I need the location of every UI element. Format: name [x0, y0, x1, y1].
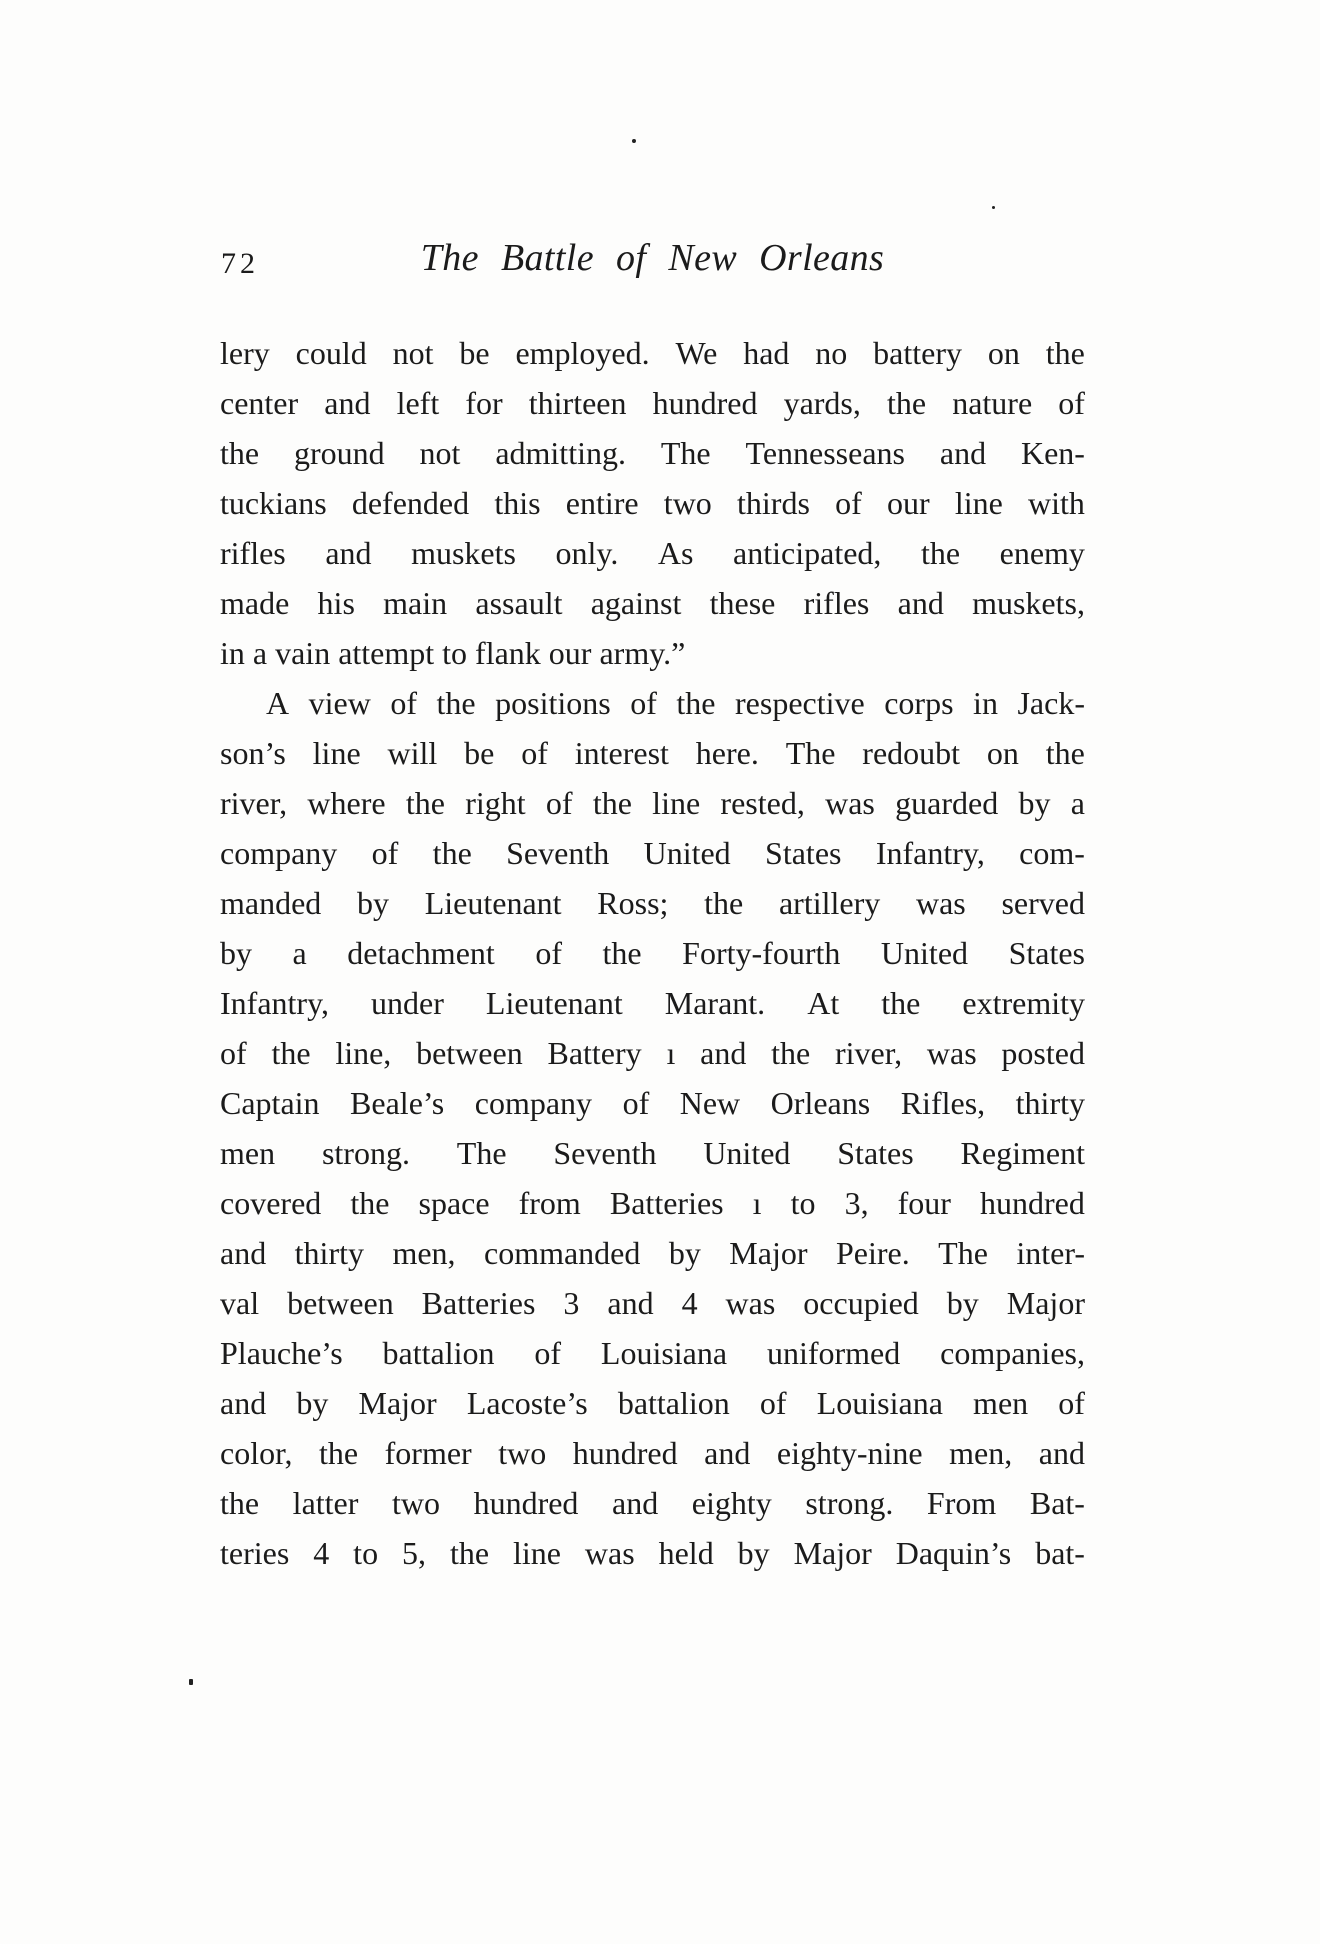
text-line: [220, 378, 1085, 428]
word: Infantry,: [220, 984, 329, 1021]
word: river,: [220, 784, 288, 821]
word: Major: [729, 1234, 808, 1271]
word: main: [383, 584, 448, 621]
word: United: [643, 834, 731, 871]
word: ı: [666, 1034, 676, 1071]
word: right: [465, 784, 526, 821]
text-line: [220, 978, 1085, 1028]
word: and: [612, 1484, 659, 1521]
word: a: [292, 934, 307, 971]
word: Tennesseans: [745, 434, 905, 471]
word: entire: [565, 484, 639, 521]
word: company: [474, 1084, 593, 1121]
word: men: [220, 1134, 276, 1171]
text-line: [220, 878, 1085, 928]
word: At: [807, 984, 840, 1021]
word: of: [521, 734, 548, 771]
word: company: [220, 834, 338, 871]
word: yards,: [783, 384, 861, 421]
word: Ken-: [1020, 434, 1085, 471]
word: and: [220, 1384, 267, 1421]
word: Rifles,: [900, 1084, 986, 1121]
text-line: [220, 1328, 1085, 1378]
word: battalion: [382, 1334, 495, 1371]
word: the: [432, 834, 472, 871]
word: 4: [313, 1534, 330, 1571]
word: two: [498, 1434, 547, 1471]
word: hundred: [572, 1434, 678, 1471]
word: served: [1001, 884, 1085, 921]
text-line: [220, 1178, 1085, 1228]
word: respective: [735, 684, 865, 721]
word: of: [371, 834, 399, 871]
word: ground: [293, 434, 385, 471]
word: only.: [555, 534, 619, 571]
word: Peire.: [835, 1234, 910, 1271]
word: between: [287, 1284, 394, 1321]
word: Louisiana: [816, 1384, 943, 1421]
word: redoubt: [862, 734, 961, 771]
word: strong.: [321, 1134, 410, 1171]
word: Batteries: [421, 1284, 536, 1321]
word: of: [545, 784, 573, 821]
word: Louisiana: [600, 1334, 728, 1371]
word: men: [973, 1384, 1029, 1421]
word: two: [391, 1484, 440, 1521]
word: Lacoste’s: [466, 1384, 588, 1421]
text-line: [220, 1128, 1085, 1178]
text-line: [220, 578, 1085, 628]
word: to: [790, 1184, 816, 1221]
word: Lieutenant: [485, 984, 623, 1021]
word: the: [271, 1034, 311, 1071]
word: Orleans: [770, 1084, 871, 1121]
word: latter: [292, 1484, 359, 1521]
word: Major: [1006, 1284, 1085, 1321]
word: and: [325, 534, 372, 571]
word: Major: [793, 1534, 872, 1571]
word: As: [657, 534, 694, 571]
page-number: 72: [221, 247, 259, 280]
word: for: [465, 384, 503, 421]
word: Battery: [547, 1034, 642, 1071]
word: Beale’s: [350, 1084, 445, 1121]
word: line,: [335, 1034, 392, 1071]
scan-speck: [632, 139, 636, 143]
word: river,: [834, 1034, 903, 1071]
word: the: [436, 684, 476, 721]
word: States: [1008, 934, 1085, 971]
word: Daquin’s: [895, 1534, 1012, 1571]
text-line: [220, 478, 1085, 528]
word: and: [897, 584, 944, 621]
word: extremity: [962, 984, 1085, 1021]
word: of: [1058, 1384, 1085, 1421]
word: eighty: [691, 1484, 772, 1521]
word: on: [987, 334, 1020, 371]
word: posted: [1001, 1034, 1085, 1071]
word: the: [592, 784, 632, 821]
text-line: [220, 1428, 1085, 1478]
word: the: [881, 984, 921, 1021]
text-line: [220, 1028, 1085, 1078]
word: by: [220, 934, 252, 971]
text-line: [220, 928, 1085, 978]
word: and: [607, 1284, 654, 1321]
word: be: [459, 334, 490, 371]
word: interest: [574, 734, 669, 771]
word: by: [737, 1534, 770, 1571]
word: Plauche’s: [220, 1334, 343, 1371]
word: covered: [220, 1184, 322, 1221]
word: com-: [1019, 834, 1085, 871]
word: United: [880, 934, 969, 971]
word: 3: [563, 1284, 580, 1321]
text-line: [220, 1378, 1085, 1428]
word: of: [630, 684, 657, 721]
word: occupied: [803, 1284, 919, 1321]
word: Lieutenant: [424, 884, 562, 921]
word: Major: [358, 1384, 437, 1421]
word: space: [418, 1184, 490, 1221]
word: 5,: [402, 1534, 426, 1571]
word: where: [307, 784, 386, 821]
running-head-title: The Battle of New Orleans: [420, 237, 885, 279]
word: positions: [495, 684, 611, 721]
word: the: [676, 684, 716, 721]
word: with: [1028, 484, 1085, 521]
word: to: [353, 1534, 379, 1571]
word: muskets,: [972, 584, 1085, 621]
word: be: [464, 734, 495, 771]
word: muskets: [411, 534, 516, 571]
word: this: [494, 484, 541, 521]
word: will: [387, 734, 438, 771]
word: teries: [220, 1534, 290, 1571]
word: detachment: [347, 934, 495, 971]
word: of: [1058, 384, 1085, 421]
word: companies,: [940, 1334, 1085, 1371]
word: four: [897, 1184, 951, 1221]
word: The: [938, 1234, 988, 1271]
word: was: [926, 1034, 977, 1071]
text-line: [220, 828, 1085, 878]
word: against: [590, 584, 682, 621]
word: in: [973, 684, 998, 721]
word: hundred: [473, 1484, 579, 1521]
word: hundred: [980, 1184, 1085, 1221]
word: hundred: [652, 384, 758, 421]
word: was: [915, 884, 966, 921]
word: thirteen: [528, 384, 627, 421]
text-line: [220, 1078, 1085, 1128]
word: former: [384, 1434, 472, 1471]
word: from: [518, 1184, 581, 1221]
word: From: [926, 1484, 997, 1521]
word: men,: [949, 1434, 1013, 1471]
word: bat-: [1035, 1534, 1085, 1571]
word: The: [456, 1134, 507, 1171]
word: his: [317, 584, 355, 621]
word: the: [319, 1434, 359, 1471]
word: by: [1018, 784, 1051, 821]
scan-speck: [992, 206, 995, 209]
word: thirds: [737, 484, 810, 521]
text-line: [220, 678, 1085, 728]
word: admitting.: [495, 434, 626, 471]
word: a: [1070, 784, 1085, 821]
word: these: [709, 584, 776, 621]
word: by: [296, 1384, 329, 1421]
word: and: [704, 1434, 751, 1471]
word: left: [396, 384, 440, 421]
text-line: [220, 778, 1085, 828]
word: and: [324, 384, 371, 421]
word: the: [771, 1034, 811, 1071]
word: between: [416, 1034, 523, 1071]
word: commanded: [483, 1234, 641, 1271]
word: nature: [952, 384, 1033, 421]
word: United: [703, 1134, 791, 1171]
word: held: [658, 1534, 714, 1571]
word: guarded: [895, 784, 999, 821]
word: the: [602, 934, 642, 971]
word: and: [700, 1034, 747, 1071]
word: employed.: [515, 334, 650, 371]
word: A: [266, 684, 290, 721]
text-line: [220, 1478, 1085, 1528]
word: son’s: [220, 734, 286, 771]
word: of: [535, 934, 562, 971]
word: line: [512, 1534, 561, 1571]
word: the: [405, 784, 445, 821]
word: the: [350, 1184, 390, 1221]
word: States: [765, 834, 842, 871]
word: States: [837, 1134, 914, 1171]
word: of: [534, 1334, 562, 1371]
text-line: [220, 328, 1085, 378]
word: the: [1045, 734, 1085, 771]
word: of: [622, 1084, 650, 1121]
word: could: [295, 334, 367, 371]
word: view: [308, 684, 371, 721]
word: the: [886, 384, 927, 421]
word: The: [785, 734, 836, 771]
word: rested,: [720, 784, 805, 821]
word: Regiment: [960, 1134, 1085, 1171]
word: and: [1038, 1434, 1085, 1471]
text-line: [220, 528, 1085, 578]
word: men,: [392, 1234, 456, 1271]
word: was: [725, 1284, 776, 1321]
word: by: [668, 1234, 701, 1271]
word: Bat-: [1029, 1484, 1085, 1521]
word: not: [392, 334, 434, 371]
word: enemy: [999, 534, 1085, 571]
word: two: [663, 484, 712, 521]
word: of: [220, 1034, 247, 1071]
body-text: [220, 328, 1085, 1578]
word: line: [312, 734, 361, 771]
text-line: [220, 428, 1085, 478]
word: Captain: [220, 1084, 320, 1121]
word: of: [759, 1384, 787, 1421]
word: manded: [220, 884, 322, 921]
word: Forty-fourth: [682, 934, 841, 971]
word: made: [220, 584, 290, 621]
word: 3,: [844, 1184, 869, 1221]
word: the: [704, 884, 744, 921]
word: defended: [351, 484, 470, 521]
word: New: [679, 1084, 741, 1121]
word: Seventh: [506, 834, 610, 871]
word: the: [1045, 334, 1085, 371]
word: on: [986, 734, 1019, 771]
word: and: [939, 434, 987, 471]
word: We: [675, 334, 718, 371]
word: 4: [681, 1284, 698, 1321]
text-line: in a vain attempt to flank our army.”: [220, 635, 686, 671]
word: under: [371, 984, 444, 1021]
word: not: [419, 434, 461, 471]
word: Jack-: [1017, 684, 1085, 721]
word: inter-: [1016, 1234, 1085, 1271]
word: thirty: [1015, 1084, 1085, 1121]
word: had: [743, 334, 790, 371]
word: line: [954, 484, 1003, 521]
word: Marant.: [664, 984, 766, 1021]
word: Batteries: [609, 1184, 724, 1221]
word: by: [357, 884, 390, 921]
word: battery: [873, 334, 963, 371]
word: thirty: [294, 1234, 364, 1271]
word: of: [835, 484, 862, 521]
word: Seventh: [553, 1134, 657, 1171]
word: line: [652, 784, 701, 821]
word: battalion: [617, 1384, 730, 1421]
word: tuckians: [220, 484, 327, 521]
word: and: [220, 1234, 267, 1271]
word: no: [815, 334, 848, 371]
word: was: [825, 784, 875, 821]
word: val: [220, 1284, 260, 1321]
text-line: [220, 1528, 1085, 1578]
word: Ross;: [597, 884, 669, 921]
word: was: [584, 1534, 635, 1571]
word: our: [886, 484, 930, 521]
word: uniformed: [766, 1334, 901, 1371]
word: corps: [884, 684, 954, 721]
word: assault: [475, 584, 563, 621]
word: ı: [752, 1184, 762, 1221]
word: strong.: [805, 1484, 894, 1521]
word: color,: [220, 1434, 293, 1471]
word: rifles: [220, 534, 286, 571]
word: center: [220, 384, 299, 421]
text-line: [220, 1228, 1085, 1278]
word: The: [660, 434, 711, 471]
word: the: [920, 534, 961, 571]
word: the: [449, 1534, 490, 1571]
word: eighty-nine: [776, 1434, 923, 1471]
word: rifles: [803, 584, 870, 621]
word: by: [946, 1284, 979, 1321]
word: the: [220, 434, 260, 471]
word: the: [220, 1484, 260, 1521]
text-line: [220, 1278, 1085, 1328]
word: of: [390, 684, 417, 721]
word: anticipated,: [733, 534, 882, 571]
scan-speck: [189, 1679, 193, 1685]
word: artillery: [778, 884, 881, 921]
word: here.: [695, 734, 759, 771]
text-line: [220, 728, 1085, 778]
word: lery: [220, 334, 270, 371]
word: Infantry,: [875, 834, 985, 871]
